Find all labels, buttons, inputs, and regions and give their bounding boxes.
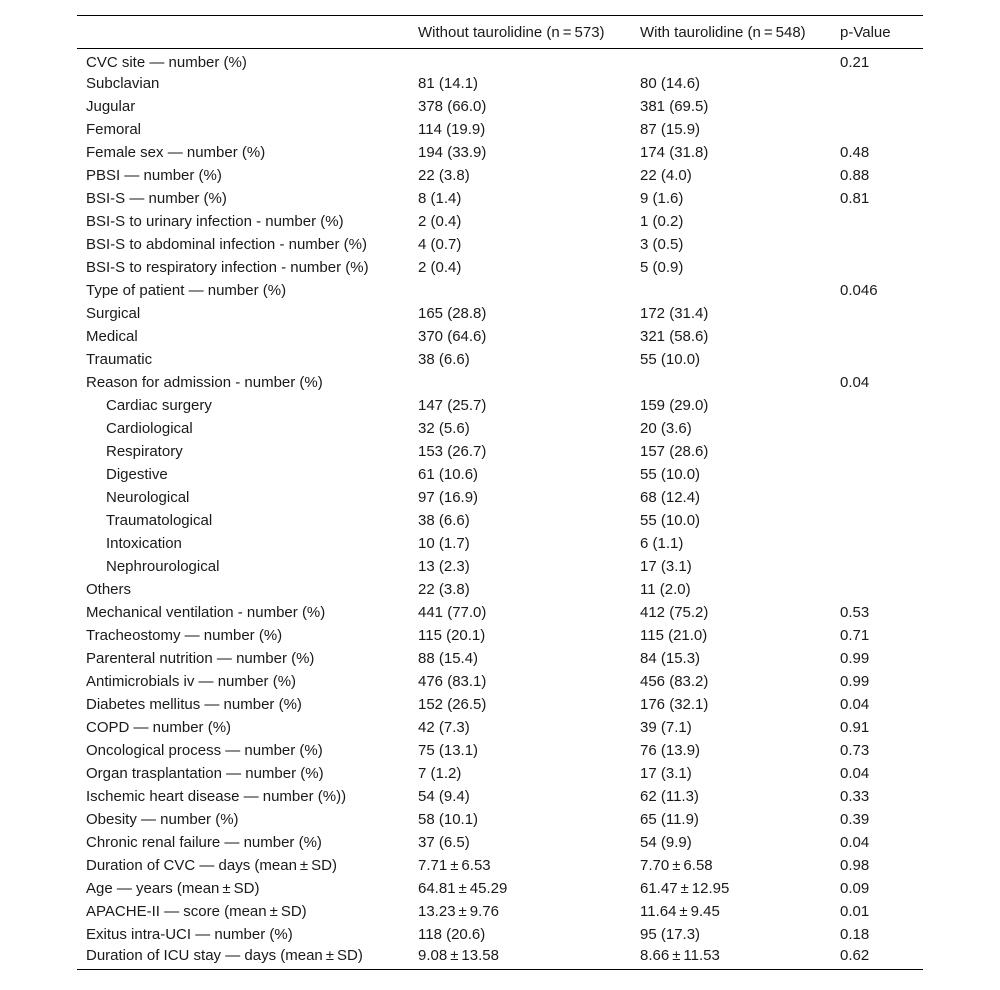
- cell-p-value: [840, 463, 923, 486]
- row-label: Respiratory: [106, 443, 183, 460]
- table-row: [77, 601, 923, 624]
- cell-with-taurolidine: 68 (12.4): [640, 489, 701, 506]
- cell-with-taurolidine: 115 (21.0): [640, 627, 708, 644]
- cell-p-value: [840, 256, 923, 279]
- cell-p-value: [840, 118, 923, 141]
- cell-without-taurolidine: 88 (15.4): [418, 650, 479, 667]
- cell-p-value: [840, 325, 923, 348]
- row-label: Organ trasplantation — number (%): [86, 765, 324, 782]
- cell-with-taurolidine: 412 (75.2): [640, 604, 709, 621]
- cell-without-taurolidine: 37 (6.5): [418, 834, 470, 851]
- cell-without-taurolidine: 441 (77.0): [418, 604, 487, 621]
- row-label: Others: [86, 581, 132, 598]
- row-label: Obesity — number (%): [86, 811, 239, 828]
- cell-with-taurolidine: 61.47 ± 12.95: [640, 880, 730, 897]
- table-body: [77, 49, 923, 970]
- cell-p-value: [840, 532, 923, 555]
- cell-with-taurolidine: 20 (3.6): [640, 420, 692, 437]
- row-label: BSI-S to respiratory infection - number (%): [86, 259, 369, 276]
- cell-p-value: 0.48: [840, 144, 870, 161]
- cell-p-value: [840, 417, 923, 440]
- table-row: [77, 49, 923, 73]
- cell-p-value: [840, 486, 923, 509]
- table-row: [77, 325, 923, 348]
- cell-without-taurolidine: 9.08 ± 13.58: [418, 947, 499, 964]
- cell-without-taurolidine: 194 (33.9): [418, 144, 487, 161]
- cell-with-taurolidine: 3 (0.5): [640, 236, 684, 253]
- cell-p-value: 0.99: [840, 650, 870, 667]
- cell-without-taurolidine: 58 (10.1): [418, 811, 479, 828]
- table-row: [77, 141, 923, 164]
- cell-with-taurolidine: 174 (31.8): [640, 144, 709, 161]
- cell-with-taurolidine: 9 (1.6): [640, 190, 684, 207]
- table-row: [77, 302, 923, 325]
- table-row: [77, 118, 923, 141]
- cell-without-taurolidine: 32 (5.6): [418, 420, 470, 437]
- row-label: Mechanical ventilation - number (%): [86, 604, 326, 621]
- cell-with-taurolidine: [640, 49, 840, 73]
- cell-p-value: 0.046: [840, 282, 878, 299]
- table-row: [77, 877, 923, 900]
- table-row: [77, 555, 923, 578]
- cell-without-taurolidine: 7 (1.2): [418, 765, 462, 782]
- cell-p-value: 0.04: [840, 374, 870, 391]
- cell-p-value: 0.18: [840, 926, 870, 943]
- table-row: [77, 693, 923, 716]
- row-label: Medical: [86, 328, 138, 345]
- cell-with-taurolidine: 22 (4.0): [640, 167, 692, 184]
- table-row: [77, 900, 923, 923]
- cell-with-taurolidine: 321 (58.6): [640, 328, 709, 345]
- cell-p-value: 0.91: [840, 719, 870, 736]
- cell-with-taurolidine: 172 (31.4): [640, 305, 709, 322]
- cell-with-taurolidine: [640, 279, 840, 302]
- cell-without-taurolidine: 118 (20.6): [418, 926, 486, 943]
- cell-p-value: 0.81: [840, 190, 870, 207]
- cell-with-taurolidine: 11.64 ± 9.45: [640, 903, 720, 920]
- cell-without-taurolidine: [418, 371, 640, 394]
- baseline-characteristics-table-wrapper: [77, 15, 923, 970]
- cell-p-value: 0.62: [840, 947, 870, 964]
- table-row: [77, 923, 923, 946]
- table-row: [77, 95, 923, 118]
- table-row: [77, 578, 923, 601]
- row-label: Tracheostomy — number (%): [86, 627, 283, 644]
- cell-without-taurolidine: [418, 279, 640, 302]
- cell-with-taurolidine: 39 (7.1): [640, 719, 692, 736]
- cell-p-value: 0.99: [840, 673, 870, 690]
- row-label: Jugular: [86, 98, 136, 115]
- row-label: Oncological process — number (%): [86, 742, 323, 759]
- row-label: Antimicrobials iv — number (%): [86, 673, 297, 690]
- cell-p-value: [840, 348, 923, 371]
- cell-p-value: [840, 555, 923, 578]
- cell-p-value: 0.04: [840, 696, 870, 713]
- cell-without-taurolidine: 13 (2.3): [418, 558, 470, 575]
- table-row: [77, 509, 923, 532]
- cell-p-value: [840, 233, 923, 256]
- row-label: Subclavian: [86, 75, 160, 92]
- table-row: [77, 463, 923, 486]
- cell-without-taurolidine: 114 (19.9): [418, 121, 486, 138]
- cell-with-taurolidine: 54 (9.9): [640, 834, 692, 851]
- cell-p-value: 0.71: [840, 627, 870, 644]
- table-row: [77, 187, 923, 210]
- row-label: Diabetes mellitus — number (%): [86, 696, 302, 713]
- table-row: [77, 233, 923, 256]
- row-label: Ischemic heart disease — number (%)): [86, 788, 347, 805]
- table-row: [77, 946, 923, 970]
- table-row: [77, 210, 923, 233]
- cell-with-taurolidine: 1 (0.2): [640, 213, 684, 230]
- header-with-taurolidine: With taurolidine (n = 548): [640, 23, 806, 41]
- cell-without-taurolidine: 61 (10.6): [418, 466, 479, 483]
- cell-without-taurolidine: 7.71 ± 6.53: [418, 857, 491, 874]
- cell-p-value: 0.01: [840, 903, 870, 920]
- cell-without-taurolidine: 2 (0.4): [418, 213, 462, 230]
- row-label: Chronic renal failure — number (%): [86, 834, 322, 851]
- cell-p-value: 0.09: [840, 880, 870, 897]
- cell-p-value: 0.21: [840, 54, 870, 71]
- row-label: PBSI — number (%): [86, 167, 222, 184]
- row-label: Surgical: [86, 305, 141, 322]
- header-variable: [77, 16, 418, 49]
- cell-without-taurolidine: 38 (6.6): [418, 351, 470, 368]
- row-label: BSI-S — number (%): [86, 190, 227, 207]
- row-label: Exitus intra-UCI — number (%): [86, 926, 293, 943]
- cell-with-taurolidine: 62 (11.3): [640, 788, 699, 805]
- table-row: [77, 164, 923, 187]
- cell-without-taurolidine: 165 (28.8): [418, 305, 487, 322]
- cell-p-value: [840, 394, 923, 417]
- cell-without-taurolidine: 4 (0.7): [418, 236, 462, 253]
- cell-without-taurolidine: 42 (7.3): [418, 719, 470, 736]
- cell-with-taurolidine: 87 (15.9): [640, 121, 701, 138]
- row-label: Cardiological: [106, 420, 193, 437]
- cell-with-taurolidine: 84 (15.3): [640, 650, 701, 667]
- cell-with-taurolidine: 17 (3.1): [640, 558, 692, 575]
- cell-p-value: 0.33: [840, 788, 870, 805]
- cell-without-taurolidine: 97 (16.9): [418, 489, 479, 506]
- cell-with-taurolidine: 65 (11.9): [640, 811, 699, 828]
- cell-without-taurolidine: 81 (14.1): [418, 75, 479, 92]
- cell-p-value: [840, 509, 923, 532]
- table-row: [77, 785, 923, 808]
- cell-without-taurolidine: 378 (66.0): [418, 98, 487, 115]
- row-label: Parenteral nutrition — number (%): [86, 650, 315, 667]
- cell-with-taurolidine: 55 (10.0): [640, 512, 701, 529]
- cell-p-value: 0.04: [840, 765, 870, 782]
- cell-with-taurolidine: [640, 371, 840, 394]
- row-label: Digestive: [106, 466, 168, 483]
- cell-without-taurolidine: 2 (0.4): [418, 259, 462, 276]
- header-without-taurolidine: Without taurolidine (n = 573): [418, 23, 605, 41]
- cell-without-taurolidine: 22 (3.8): [418, 167, 470, 184]
- cell-with-taurolidine: 55 (10.0): [640, 466, 701, 483]
- cell-with-taurolidine: 11 (2.0): [640, 581, 691, 598]
- cell-without-taurolidine: 22 (3.8): [418, 581, 470, 598]
- cell-p-value: 0.98: [840, 857, 870, 874]
- cell-p-value: 0.39: [840, 811, 870, 828]
- row-label: BSI-S to abdominal infection - number (%): [86, 236, 367, 253]
- cell-without-taurolidine: 370 (64.6): [418, 328, 487, 345]
- table-row: [77, 72, 923, 95]
- header-row: [77, 16, 923, 49]
- cell-p-value: 0.88: [840, 167, 870, 184]
- cell-with-taurolidine: 95 (17.3): [640, 926, 701, 943]
- row-label: Neurological: [106, 489, 190, 506]
- table-header: [77, 16, 923, 49]
- cell-with-taurolidine: 76 (13.9): [640, 742, 701, 759]
- cell-without-taurolidine: 8 (1.4): [418, 190, 462, 207]
- cell-without-taurolidine: 115 (20.1): [418, 627, 486, 644]
- cell-with-taurolidine: 8.66 ± 11.53: [640, 947, 720, 964]
- cell-p-value: [840, 578, 923, 601]
- row-label: Reason for admission - number (%): [86, 374, 323, 391]
- row-label: Femoral: [86, 121, 142, 138]
- table-row: [77, 417, 923, 440]
- table-row: [77, 348, 923, 371]
- cell-with-taurolidine: 80 (14.6): [640, 75, 701, 92]
- table-row: [77, 440, 923, 463]
- row-label: Female sex — number (%): [86, 144, 266, 161]
- row-label: Duration of ICU stay — days (mean ± SD): [86, 947, 363, 964]
- table-row: [77, 532, 923, 555]
- cell-with-taurolidine: 456 (83.2): [640, 673, 709, 690]
- cell-with-taurolidine: 157 (28.6): [640, 443, 709, 460]
- table-row: [77, 394, 923, 417]
- cell-p-value: [840, 302, 923, 325]
- table-row: [77, 854, 923, 877]
- table-row: [77, 716, 923, 739]
- table-row: [77, 371, 923, 394]
- cell-with-taurolidine: 55 (10.0): [640, 351, 701, 368]
- row-label: Intoxication: [106, 535, 182, 552]
- cell-without-taurolidine: 152 (26.5): [418, 696, 487, 713]
- row-label: Duration of CVC — days (mean ± SD): [86, 857, 337, 874]
- cell-without-taurolidine: 75 (13.1): [418, 742, 479, 759]
- table-row: [77, 762, 923, 785]
- cell-p-value: 0.53: [840, 604, 870, 621]
- cell-with-taurolidine: 5 (0.9): [640, 259, 684, 276]
- row-label: Traumatic: [86, 351, 153, 368]
- table-row: [77, 279, 923, 302]
- cell-p-value: 0.04: [840, 834, 870, 851]
- row-label: Traumatological: [106, 512, 213, 529]
- cell-without-taurolidine: 153 (26.7): [418, 443, 487, 460]
- table-row: [77, 624, 923, 647]
- cell-without-taurolidine: 13.23 ± 9.76: [418, 903, 499, 920]
- cell-without-taurolidine: 64.81 ± 45.29: [418, 880, 508, 897]
- table-row: [77, 670, 923, 693]
- cell-with-taurolidine: 176 (32.1): [640, 696, 709, 713]
- cell-without-taurolidine: 38 (6.6): [418, 512, 470, 529]
- row-label: Age — years (mean ± SD): [86, 880, 260, 897]
- cell-without-taurolidine: 54 (9.4): [418, 788, 470, 805]
- cell-with-taurolidine: 6 (1.1): [640, 535, 684, 552]
- cell-with-taurolidine: 381 (69.5): [640, 98, 709, 115]
- table-row: [77, 486, 923, 509]
- baseline-characteristics-table: [77, 15, 923, 970]
- cell-with-taurolidine: 159 (29.0): [640, 397, 709, 414]
- row-label: Cardiac surgery: [106, 397, 212, 414]
- row-label: Nephrourological: [106, 558, 220, 575]
- table-row: [77, 739, 923, 762]
- row-label: COPD — number (%): [86, 719, 232, 736]
- cell-without-taurolidine: 10 (1.7): [418, 535, 470, 552]
- row-label: APACHE-II — score (mean ± SD): [86, 903, 307, 920]
- row-label: CVC site — number (%): [86, 54, 247, 71]
- cell-with-taurolidine: 17 (3.1): [640, 765, 692, 782]
- header-p-value: p-Value: [840, 23, 891, 41]
- cell-p-value: [840, 95, 923, 118]
- table-row: [77, 831, 923, 854]
- cell-p-value: 0.73: [840, 742, 870, 759]
- cell-p-value: [840, 72, 923, 95]
- row-label: Type of patient — number (%): [86, 282, 287, 299]
- cell-p-value: [840, 210, 923, 233]
- cell-p-value: [840, 440, 923, 463]
- cell-without-taurolidine: 147 (25.7): [418, 397, 487, 414]
- table-row: [77, 256, 923, 279]
- row-label: BSI-S to urinary infection - number (%): [86, 213, 344, 230]
- cell-with-taurolidine: 7.70 ± 6.58: [640, 857, 713, 874]
- cell-without-taurolidine: 476 (83.1): [418, 673, 487, 690]
- table-row: [77, 808, 923, 831]
- table-row: [77, 647, 923, 670]
- cell-without-taurolidine: [418, 49, 640, 73]
